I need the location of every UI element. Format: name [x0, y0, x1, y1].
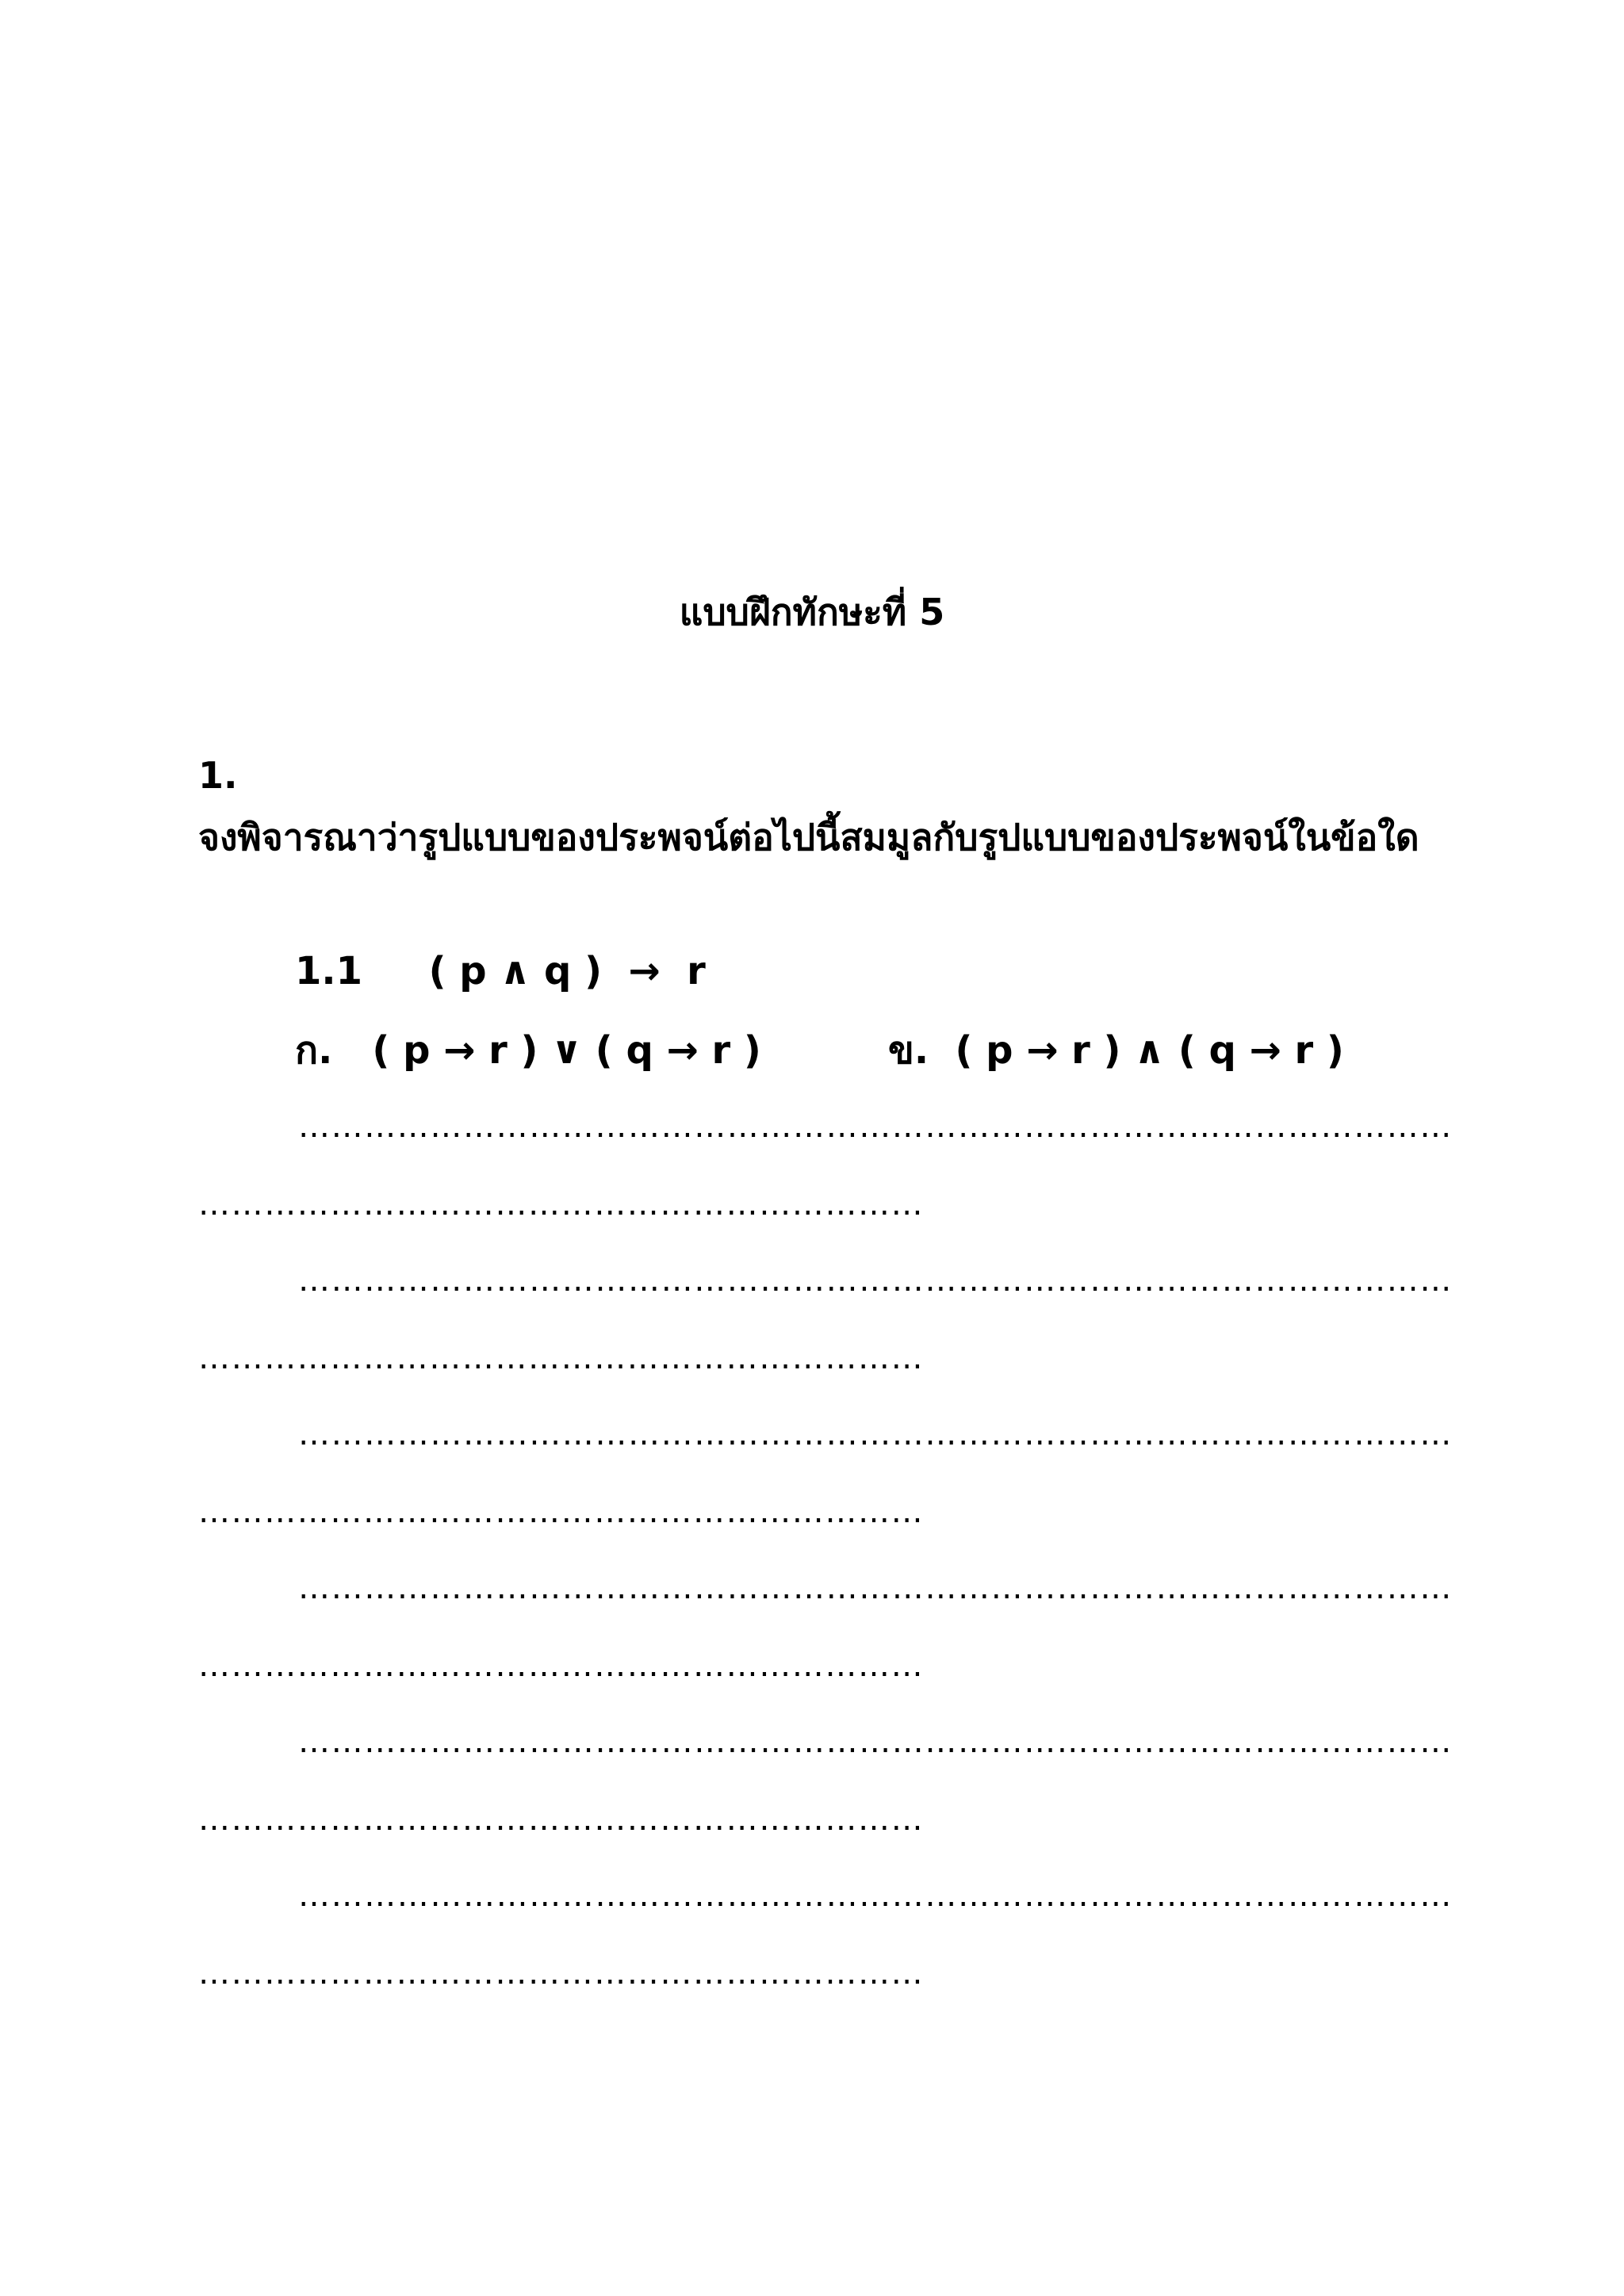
subitem-expression: 1.1 ( p ∧ q ) → r — [295, 949, 706, 993]
choice-b: ข. ( p → r ) ∧ ( q → r ) — [888, 1028, 1344, 1073]
answer-line-long: …………………………………………………………………………………………… — [298, 1262, 1453, 1299]
answer-line-short: ………………………………………………………… — [198, 1801, 925, 1838]
choice-a: ก. ( p → r ) ∨ ( q → r ) — [295, 1028, 761, 1073]
answer-line-long: …………………………………………………………………………………………… — [298, 1416, 1453, 1452]
answer-line-long: …………………………………………………………………………………………… — [298, 1724, 1453, 1760]
answer-line-short: ………………………………………………………… — [198, 1494, 925, 1530]
answer-line-long: …………………………………………………………………………………………… — [298, 1877, 1453, 1914]
answer-line-short: ………………………………………………………… — [198, 1186, 925, 1223]
page-title: แบบฝึกทักษะที่ 5 — [679, 591, 945, 633]
answer-line-long: …………………………………………………………………………………………… — [298, 1108, 1453, 1145]
answer-line-short: ………………………………………………………… — [198, 1340, 925, 1376]
answer-line-short: ………………………………………………………… — [198, 1647, 925, 1684]
question-text: จงพิจารณาว่ารูปแบบของประพจน์ต่อไปนี้สมมูลกับรูปแบบของประพจน์ในข้อใด — [198, 816, 1419, 859]
answer-line-long: …………………………………………………………………………………………… — [298, 1570, 1453, 1606]
question-number: 1. — [198, 754, 238, 797]
answer-line-short: ………………………………………………………… — [198, 1955, 925, 1992]
